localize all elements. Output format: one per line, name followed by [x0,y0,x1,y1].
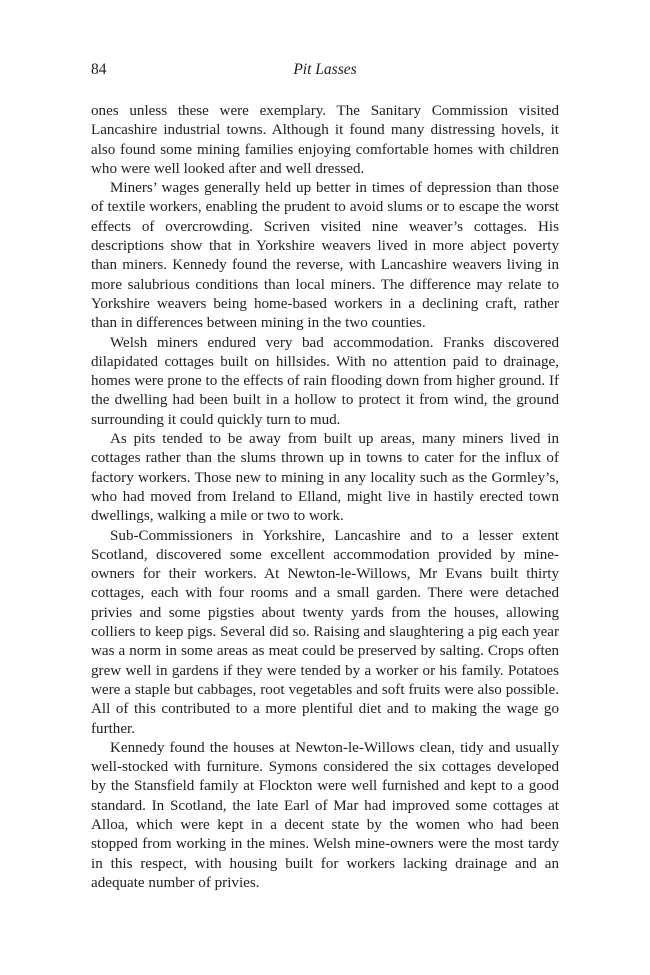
body-text [91,102,559,893]
page-number: 84 [91,61,107,78]
paragraph: Miners’ wages generally held up better in times of depression than those of textile workers, enabling the prudent to avoid slums or to escape the worst effects of overcrowding. Scriven visited nine weaver’s cottages. His descriptions show that in Yorkshire weavers lived in more abject poverty than miners. Kennedy found the reverse, with Lancashire weavers living in more salubrious conditions than local miners. The difference may relate to Yorkshire weavers being home-based workers in a declining craft, rather than in differences between mining in the two counties. [91,180,559,332]
paragraph: ones unless these were exemplary. The Sanitary Commission visited Lancashire industrial towns. Although it found many distressing hovels, it also found some mining families enjoying comfortable homes with children who were well looked after and well dressed. [91,103,559,177]
paragraph: Sub-Commissioners in Yorkshire, Lancashire and to a lesser extent Scotland, discovered some excellent accommodation provided by mine-owners for their workers. At Newton-le-Willows, Mr Evans built thirty cottages, each with four rooms and a small garden. There were detached privies and some pigsties about twenty yards from the houses, allowing colliers to keep pigs. Several did so. Raising and slaughtering a pig each year was a norm in some areas as meat could be preserved by salting. Crops often grew well in gardens if they were tended by a worker or his family. Potatoes were a staple but cabbages, root vegetables and soft fruits were also possible. All of this contributed to a more plentiful diet and to making the wage go further. [91,527,559,737]
paragraph: As pits tended to be away from built up areas, many miners lived in cottages rather than the slums thrown up in towns to cater for the influx of factory workers. Those new to mining in any locality such as the Gormley’s, who had moved from Ireland to Elland, might live in hastily erected town dwellings, walking a mile or two to work. [91,431,559,525]
paragraph: Kennedy found the houses at Newton-le-Willows clean, tidy and usually well-stocked with furniture. Symons considered the six cottages developed by the Stansfield family at Flockton were well furnished and kept to a good standard. In Scotland, the late Earl of Mar had improved some cottages at Alloa, which were kept in a decent state by the women who had been stopped from working in the mines. Welsh mine-owners were the most tardy in this respect, with housing built for workers lacking drainage and an adequate number of privies. [91,739,559,891]
paragraph: Welsh miners endured very bad accommodation. Franks discovered dilapidated cottages built on hillsides. With no attention paid to drainage, homes were prone to the effects of rain flooding down from higher ground. If the dwelling had been built in a hollow to protect it from wind, the ground surrounding it could quickly turn to mud. [91,334,559,428]
page-header [91,61,559,83]
running-title: Pit Lasses [293,61,357,78]
